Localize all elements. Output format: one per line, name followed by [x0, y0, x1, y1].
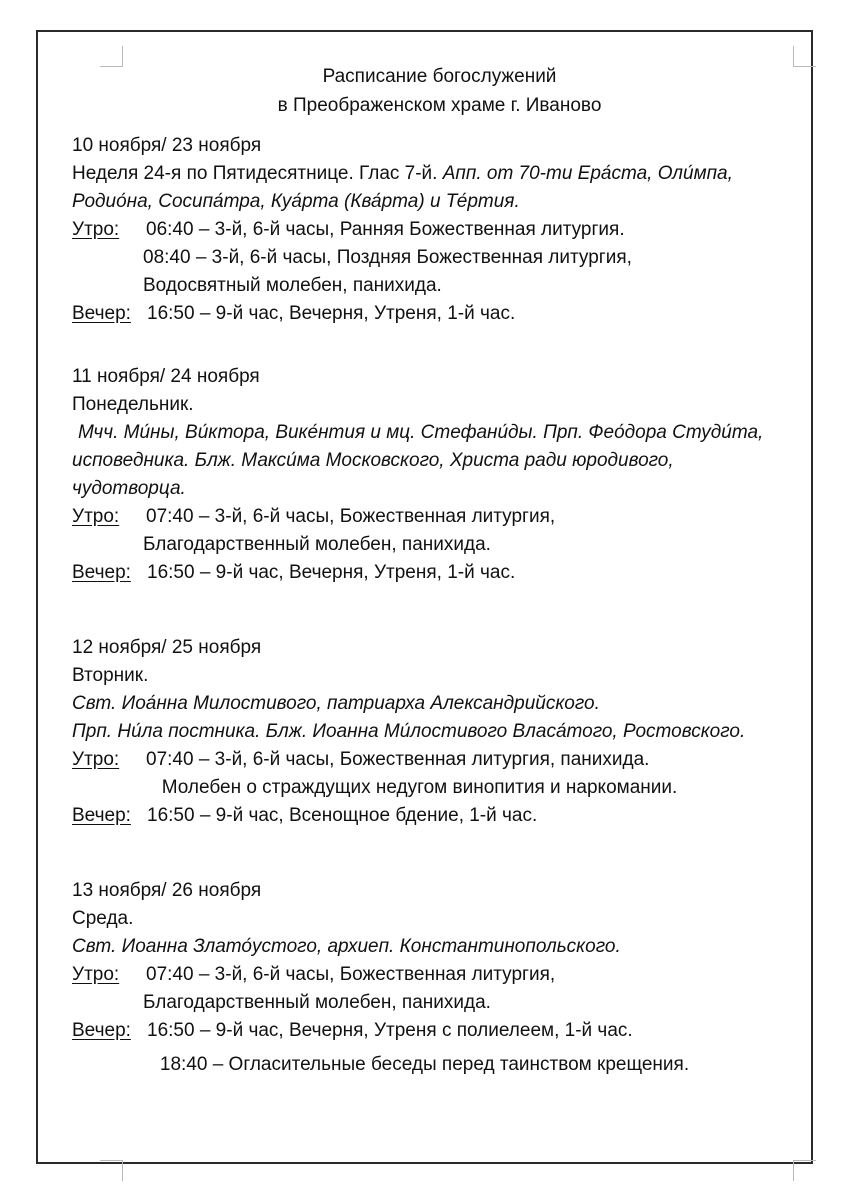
saints-bold-part: исповедника. — [72, 450, 190, 471]
document-title: Расписание богослужений — [322, 66, 557, 87]
day-date: 13 ноября/ 26 ноября — [72, 880, 262, 901]
weekday: Понедельник. — [72, 394, 194, 415]
evening-service — [72, 802, 807, 830]
catechesis-notice: 18:40 – Огласительные беседы перед таинством крещения. — [159, 1054, 690, 1075]
moleben-notice: Молебен о страждущих недугом винопития и наркомании. — [161, 777, 678, 798]
morning-text: 07:40 – 3-й, 6-й часы, Божественная литургия, — [146, 964, 556, 985]
morning-text: 07:40 – 3-й, 6-й часы, Божественная литургия, панихида. — [146, 749, 650, 770]
evening-label: Вечер: — [72, 562, 131, 583]
weekday: Вторник. — [72, 665, 149, 686]
evening-highlight: с полиелеем — [441, 1020, 555, 1041]
morning-text: 06:40 – 3-й, 6-й часы, Ранняя Божественная литургия. — [146, 219, 625, 240]
weekday: Среда. — [72, 908, 134, 929]
morning-label: Утро: — [72, 506, 120, 527]
saints-line-2 — [72, 718, 807, 746]
morning-service — [72, 503, 807, 531]
morning-label: Утро: — [72, 749, 120, 770]
day-section-nov-10 — [72, 132, 807, 328]
saints-light-part: Блж. Макси́ма Московского, Христа ради юродивого, — [194, 450, 674, 471]
morning-service-3: Водосвятный молебен, панихида. — [143, 275, 442, 296]
morning-text: 07:40 – 3-й, 6-й часы, Божественная литургия, — [146, 506, 556, 527]
morning-service — [72, 216, 807, 244]
evening-label: Вечер: — [72, 303, 131, 324]
morning-service-2: 08:40 – 3-й, 6-й часы, Поздняя Божественная литургия, — [143, 247, 632, 268]
crop-mark-bottom-left — [100, 1160, 123, 1181]
crop-mark-bottom-right — [793, 1160, 816, 1181]
saints-line-1: Мчч. Ми́ны, Ви́ктора, Вике́нтия и мц. Стефани́ды. Прп. Фео́дора Студи́та, — [78, 422, 764, 443]
morning-service-2: Благодарственный молебен, панихида. — [143, 992, 491, 1013]
evening-label: Вечер: — [72, 1020, 131, 1041]
saints-bold-part: Прп. Ни́ла постника. — [72, 721, 261, 742]
morning-label: Утро: — [72, 219, 120, 240]
saints-line-2 — [72, 447, 807, 475]
evening-service — [72, 300, 807, 328]
evening-text: 16:50 – 9-й час, Вечерня, Утреня, 1-й час. — [147, 562, 516, 583]
feast-title — [72, 160, 807, 188]
evening-text: 16:50 – 9-й час, Вечерня, Утреня — [147, 1020, 437, 1041]
day-date: 12 ноября/ 25 ноября — [72, 637, 262, 658]
day-section-nov-12 — [72, 634, 807, 830]
evening-highlight: Всенощное бдение — [288, 805, 459, 826]
feast-italic: Апп. от 70-ти Ера́ста, Оли́мпа, — [442, 163, 733, 184]
saints-line-1: Свт. Иоанна Злато́устого, архиеп. Константинопольского. — [72, 936, 621, 957]
schedule-document — [72, 62, 807, 1079]
feast-regular: Неделя 24-я по Пятидесятнице. Глас 7-й. — [72, 163, 438, 184]
morning-service — [72, 746, 807, 774]
saints-light-part: Блж. Иоанна Ми́лостивого Власа́того, Ростовского. — [265, 721, 746, 742]
morning-service — [72, 961, 807, 989]
evening-service — [72, 1017, 807, 1045]
morning-service-2: Благодарственный молебен, панихида. — [143, 534, 491, 555]
day-date: 10 ноября/ 23 ноября — [72, 135, 262, 156]
day-section-nov-11 — [72, 363, 807, 587]
evening-text-end: , 1-й час. — [458, 805, 538, 826]
evening-service — [72, 559, 807, 587]
evening-text-end: , 1-й час. — [554, 1020, 633, 1041]
day-date: 11 ноября/ 24 ноября — [72, 366, 260, 387]
evening-label: Вечер: — [72, 805, 131, 826]
evening-text: 16:50 – 9-й час, Вечерня, Утреня, 1-й час. — [147, 303, 516, 324]
feast-saints: Родио́на, Сосипа́тра, Куа́рта (Ква́рта) и Те́ртия. — [72, 191, 520, 212]
saints-line-1: Свт. Иоа́нна Милостивого, патриарха Александрийского. — [72, 693, 600, 714]
morning-label: Утро: — [72, 964, 120, 985]
document-subtitle: в Преображенском храме г. Иваново — [277, 95, 602, 116]
evening-text: 16:50 – 9-й час, — [147, 805, 284, 826]
day-section-nov-13 — [72, 877, 807, 1079]
saints-line-3: чудотворца. — [72, 478, 186, 499]
